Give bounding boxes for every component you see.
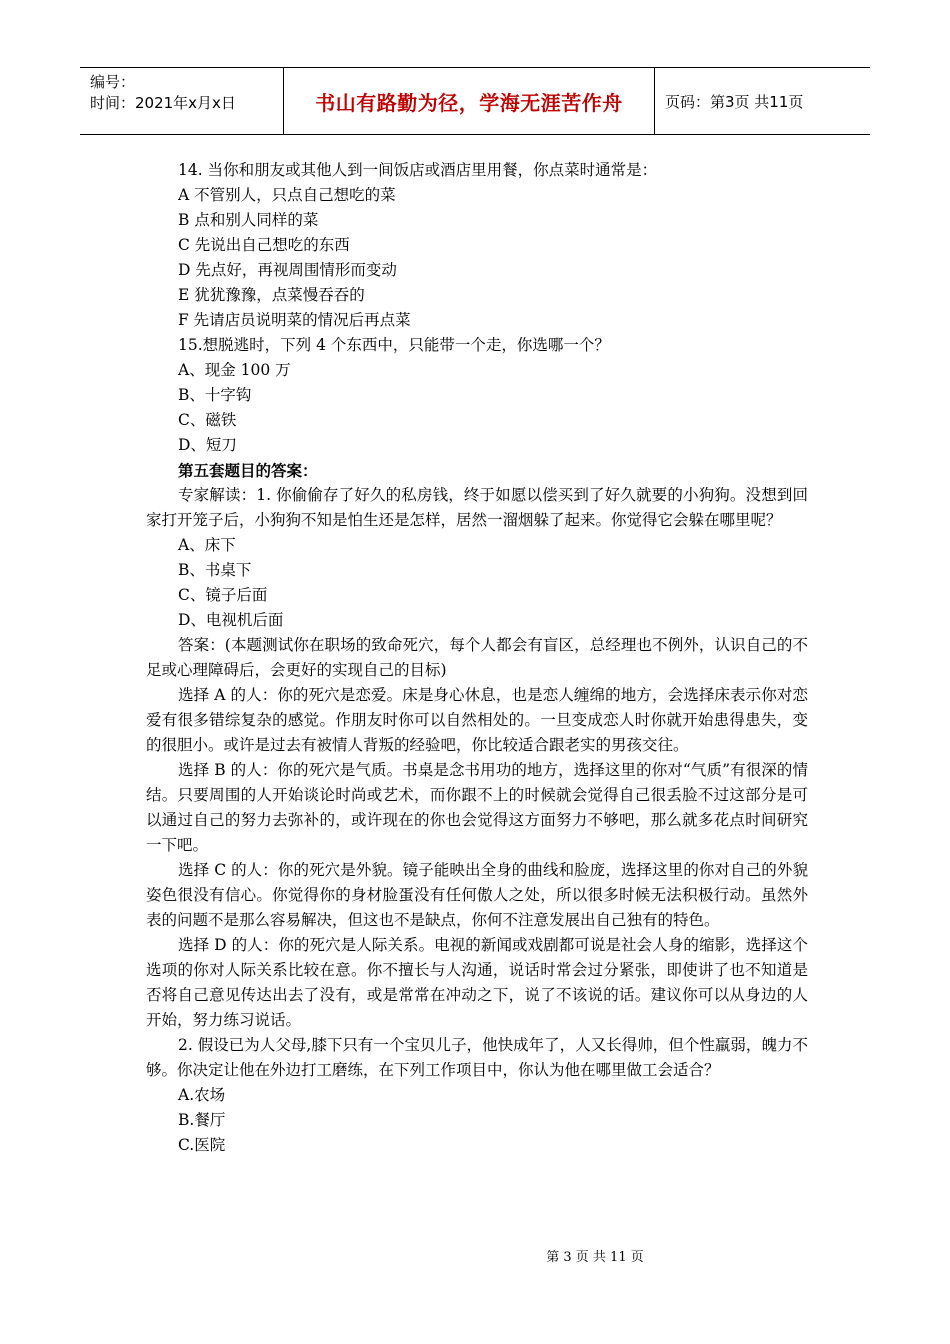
page-footer: 第 3 页 共 11 页 [546,1250,644,1265]
question-2: 2. 假设已为人父母,膝下只有一个宝贝儿子，他快成年了，人又长得帅，但个性羸弱，魄力不够。你决定让他在外边打工磨练，在下列工作项目中，你认为他在哪里做工会适合？ [146,1036,808,1079]
expert-question-1: 专家解读：1. 你偷偷存了好久的私房钱，终于如愿以偿买到了好久就要的小狗狗。没想到回家打开笼子后，小狗狗不知是怕生还是怎样，居然一溜烟躲了起来。你觉得它会躲在哪里呢？ [146,486,808,529]
option-15-c: C、磁铁 [178,411,237,429]
option-1-c: C、镜子后面 [178,586,268,604]
option-15-a: A、现金 100 万 [178,361,291,379]
answer-d: 选择 D 的人：你的死穴是人际关系。电视的新闻或戏剧都可说是社会人身的缩影，选择这个选项的你对人际关系比较在意。你不擅长与人沟通，说话时常会过分紧张，即使讲了也不知道是否将自己意见传达出去了没有，或是常常在冲动之下，说了不该说的话。建议你可以从身边的人开始，努力练习说话。 [146,936,808,1029]
doc-number-label: 编号： [90,73,136,91]
answer-intro: 答案：(本题测试你在职场的致命死穴，每个人都会有盲区，总经理也不例外，认识自己的不足或心理障碍后，会更好的实现自己的目标) [146,636,808,679]
option-14-c: C 先说出自己想吃的东西 [178,236,350,254]
option-2-a: A.农场 [178,1086,226,1104]
header-motto: 书山有路勤为径，学海无涯苦作舟 [283,68,655,134]
answer-c: 选择 C 的人：你的死穴是外貌。镜子能映出全身的曲线和脸庞，选择这里的你对自己的外貌姿色很没有信心。你觉得你的身材脸蛋没有任何傲人之处，所以很多时候无法积极行动。虽然外表的问题不是那么容易解决，但这也不是缺点，你何不注意发展出自己独有的特色。 [146,861,808,929]
answer-b: 选择 B 的人：你的死穴是气质。书桌是念书用功的地方，选择这里的你对“气质”有很深的情结。只要周围的人开始谈论时尚或艺术，而你跟不上的时候就会觉得自己很丢脸不过这部分是可以通过自己的努力去弥补的，或许现在的你也会觉得这方面努力不够吧，那么就多花点时间研究一下吧。 [146,761,808,854]
option-15-d: D、短刀 [178,436,237,454]
header-page-code: 页码：第3页 共11页 [665,92,804,111]
section-heading: 第五套题目的答案： [178,461,318,480]
option-2-b: B.餐厅 [178,1111,226,1129]
question-14: 14. 当你和朋友或其他人到一间饭店或酒店里用餐，你点菜时通常是： [178,161,658,179]
question-15: 15.想脱逃时，下列 4 个东西中，只能带一个走，你选哪一个？ [178,336,610,354]
option-2-c: C.医院 [178,1136,226,1154]
option-1-d: D、电视机后面 [178,611,284,629]
option-14-b: B 点和别人同样的菜 [178,211,319,229]
doc-time-label: 时间：2021年x月x日 [90,94,236,112]
option-1-b: B、书桌下 [178,561,252,579]
answer-a: 选择 A 的人：你的死穴是恋爱。床是身心休息，也是恋人缠绵的地方，会选择床表示你对恋爱有很多错综复杂的感觉。作朋友时你可以自然相处的。一旦变成恋人时你就开始患得患失，变的很胆小。或许是过去有被情人背叛的经验吧，你比较适合跟老实的男孩交往。 [146,686,808,754]
header-meta [80,68,283,134]
option-15-b: B、十字钩 [178,386,252,404]
document-body [146,158,808,1158]
header-table [80,67,870,135]
option-14-d: D 先点好，再视周围情形而变动 [178,261,397,279]
option-1-a: A、床下 [178,536,236,554]
option-14-e: E 犹犹豫豫，点菜慢吞吞的 [178,286,365,304]
option-14-a: A 不管别人，只点自己想吃的菜 [178,186,396,204]
option-14-f: F 先请店员说明菜的情况后再点菜 [178,311,411,329]
